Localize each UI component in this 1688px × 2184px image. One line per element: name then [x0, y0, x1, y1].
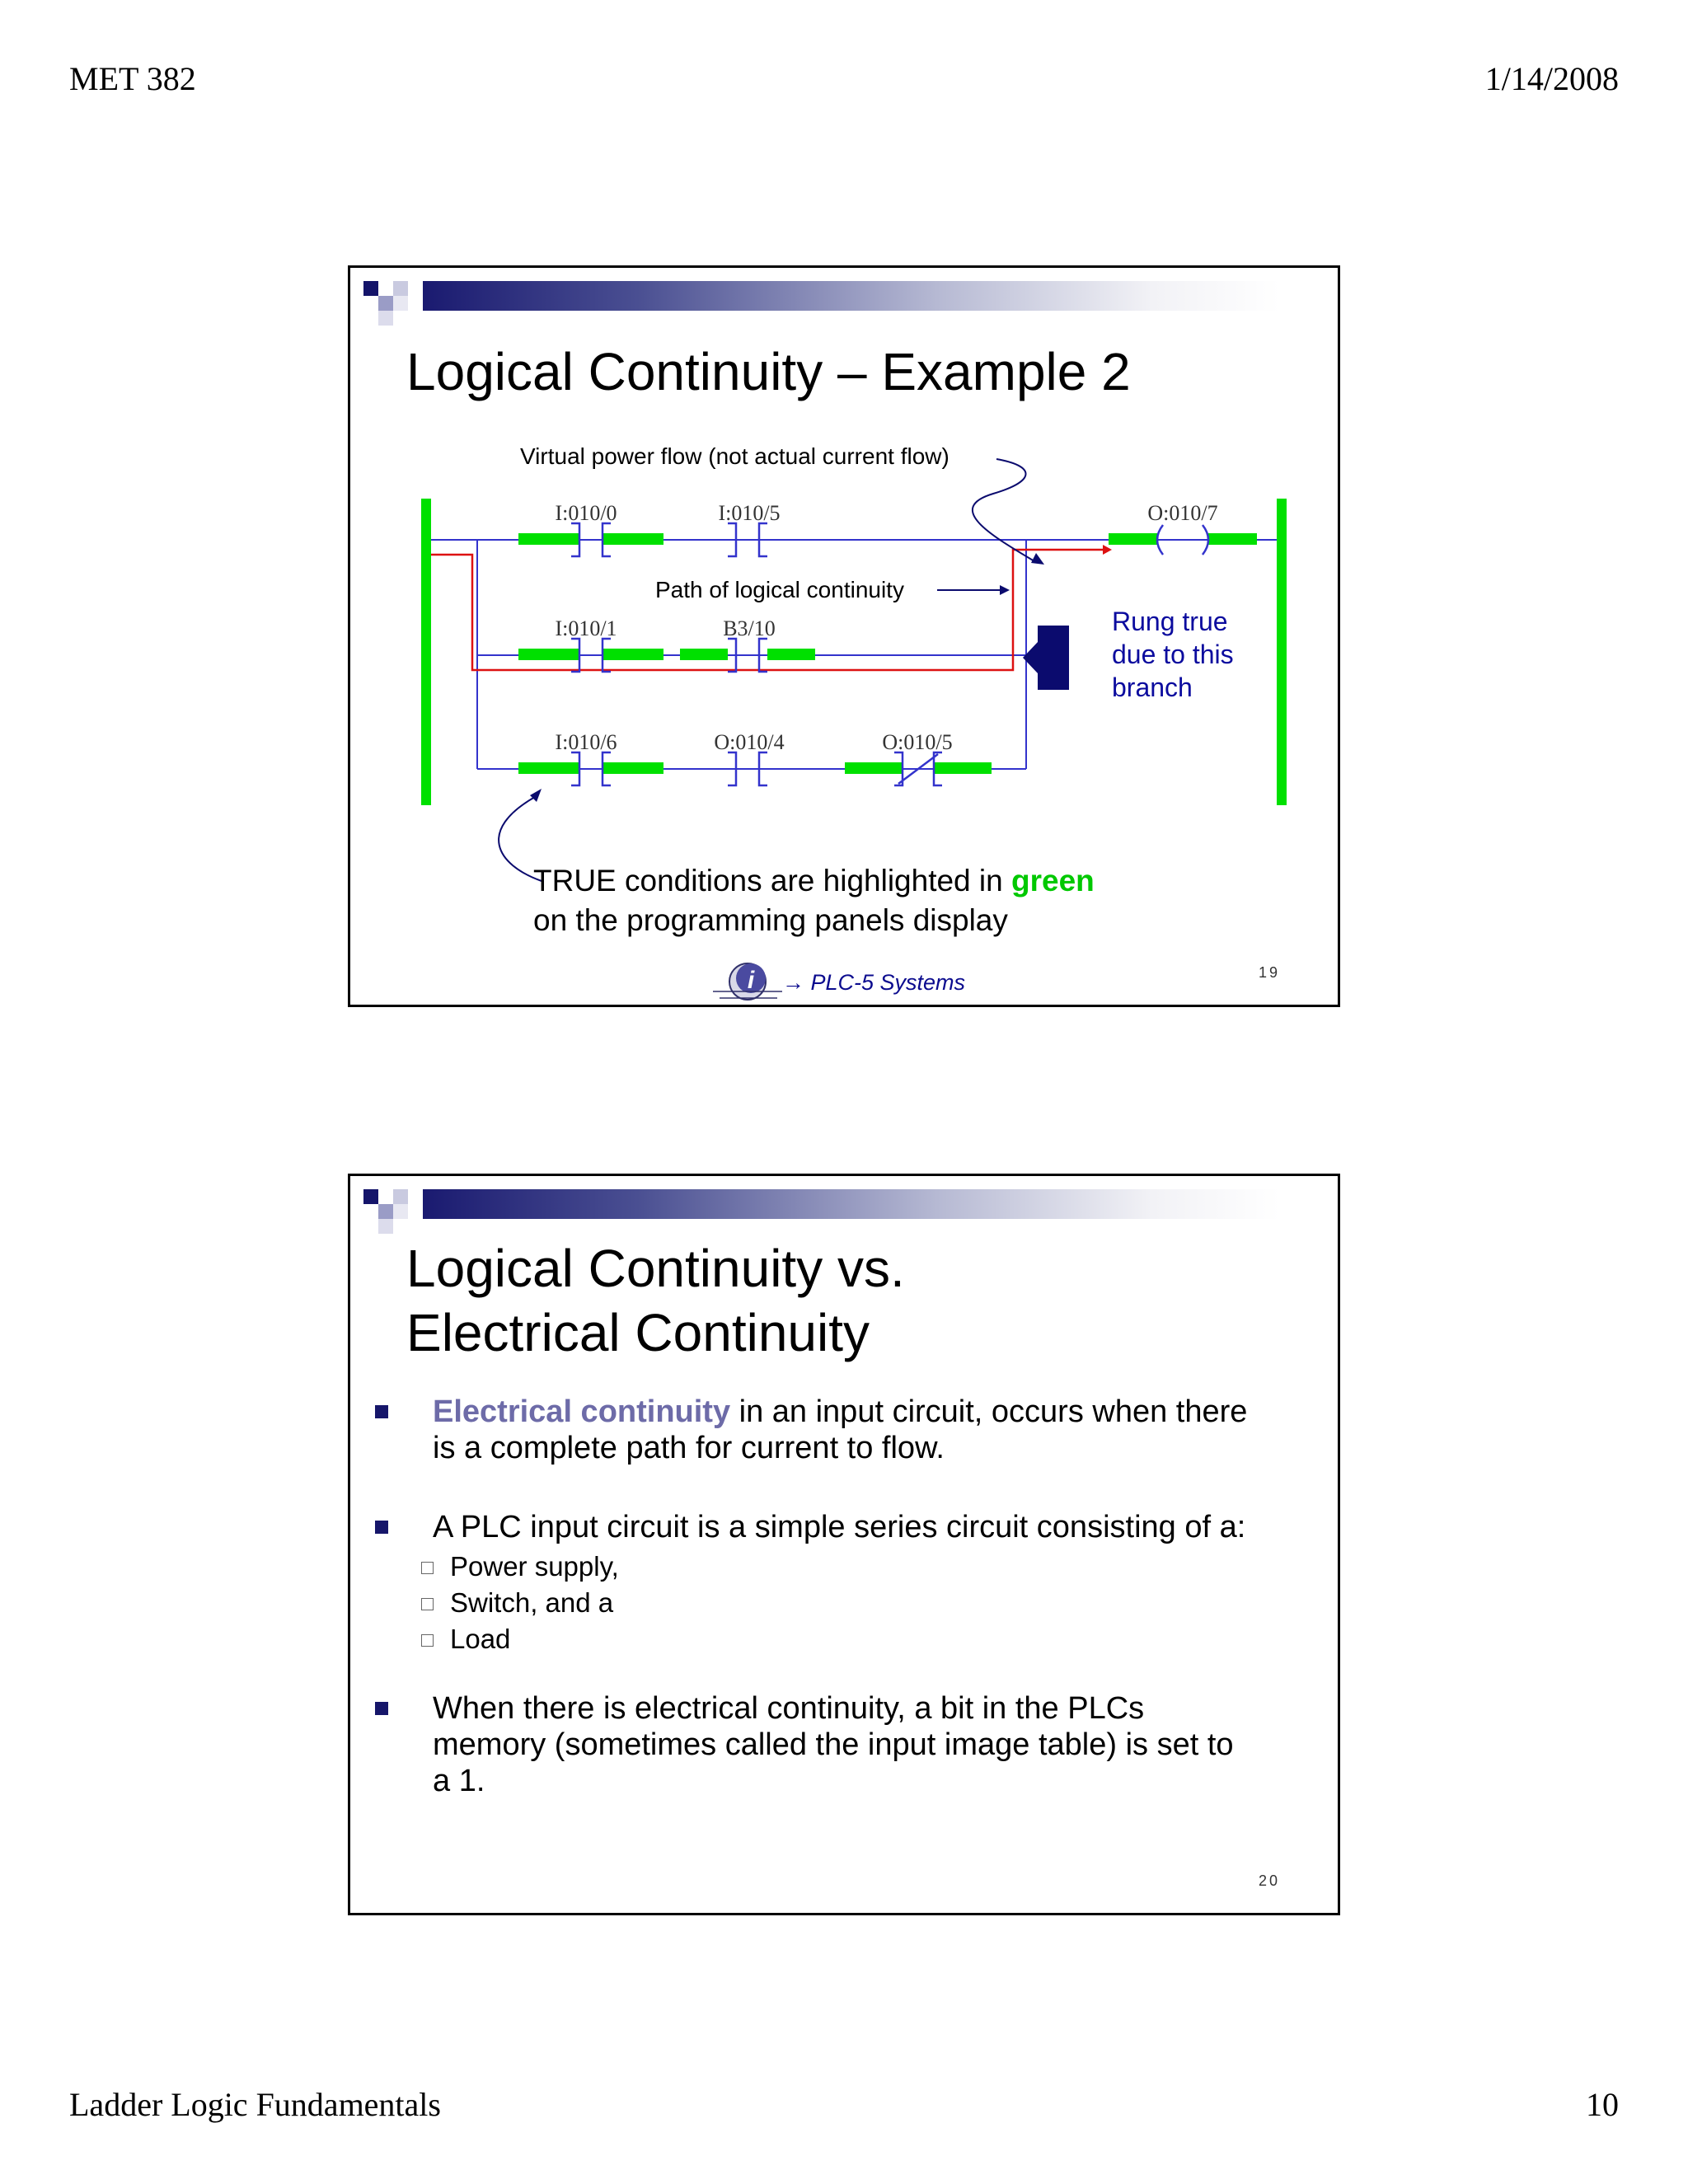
slide-title-line1: Logical Continuity vs.	[406, 1239, 905, 1298]
contact-i010-5	[718, 501, 780, 556]
slide-19	[348, 265, 1340, 1007]
virtual-flow-label: Virtual power flow (not actual current flow)	[520, 443, 950, 469]
sub-item: Load	[421, 1621, 510, 1657]
coil-label: O:010/7	[1147, 501, 1218, 525]
bullet-square-icon	[375, 1521, 388, 1534]
sub-item: Power supply,	[421, 1549, 619, 1585]
plc5-link[interactable]: → PLC-5 Systems	[782, 970, 966, 995]
contact-label: O:010/4	[714, 730, 785, 754]
continuity-arrowhead	[1103, 545, 1112, 555]
page-date: 1/14/2008	[1484, 60, 1619, 97]
contact-o010-4	[714, 730, 784, 785]
slide-20	[348, 1174, 1340, 1915]
contact-label: I:010/1	[555, 616, 617, 640]
checkbox-bullet-icon	[421, 1634, 434, 1647]
true-cond-line2: on the programming panels display	[533, 903, 1008, 937]
slide-title: Logical Continuity – Example 2	[406, 342, 1131, 401]
left-power-rail	[421, 499, 431, 805]
slide-number: 20	[1258, 1872, 1280, 1889]
contact-i010-0	[518, 501, 663, 556]
checkbox-bullet-icon	[421, 1562, 434, 1574]
virtual-flow-arrow	[973, 459, 1034, 561]
corner-square	[363, 1189, 378, 1204]
ladder-diagram	[350, 268, 1340, 1007]
contact-i010-6	[518, 730, 663, 785]
contact-label: I:010/5	[718, 501, 781, 525]
corner-square	[378, 1219, 393, 1234]
right-power-rail	[1277, 499, 1287, 805]
bullet-plc-input-circuit: A PLC input circuit is a simple series circuit consisting of a:	[375, 1509, 1290, 1545]
title-gradient-bar	[423, 1189, 1280, 1219]
svg-text:i: i	[747, 967, 755, 994]
footer-page-number: 10	[1586, 2086, 1619, 2123]
course-code: MET 382	[69, 60, 196, 97]
rung-true-arrow	[1023, 626, 1069, 690]
info-icon[interactable]	[713, 963, 782, 1000]
corner-square	[393, 1204, 408, 1219]
slide-title-line2: Electrical Continuity	[406, 1303, 870, 1362]
contact-label: I:010/0	[555, 501, 617, 525]
rung-true-line2: due to this	[1112, 640, 1234, 669]
contact-label: I:010/6	[555, 730, 617, 754]
bullet-square-icon	[375, 1405, 388, 1418]
contact-label: O:010/5	[882, 730, 953, 754]
footer-title: Ladder Logic Fundamentals	[69, 2086, 441, 2123]
checkbox-bullet-icon	[421, 1598, 434, 1610]
corner-square	[393, 1189, 408, 1204]
contact-b3-10	[680, 616, 815, 672]
corner-square	[378, 1204, 393, 1219]
contact-i010-1	[518, 616, 663, 672]
sub-item: Switch, and a	[421, 1585, 613, 1621]
bullet-square-icon	[375, 1702, 388, 1715]
contact-o010-5	[845, 730, 992, 785]
path-label: Path of logical continuity	[655, 577, 904, 602]
bullet-electrical-continuity: Electrical continuity in an input circuit, occurs when there is a complete path for current to flow.	[375, 1394, 1290, 1466]
contact-label: B3/10	[723, 616, 776, 640]
highlight-term: Electrical continuity	[433, 1394, 731, 1429]
rung-true-line3: branch	[1112, 673, 1193, 702]
true-cond-line1: TRUE conditions are highlighted in green	[533, 864, 1095, 898]
rung-true-line1: Rung true	[1112, 607, 1228, 636]
bullet-electrical-continuity-bit: When there is electrical continuity, a bit in the PLCs memory (sometimes called the input image table) is set to a 1.	[375, 1690, 1290, 1799]
slide-number: 19	[1258, 964, 1280, 981]
coil-o010-7	[1109, 501, 1257, 555]
